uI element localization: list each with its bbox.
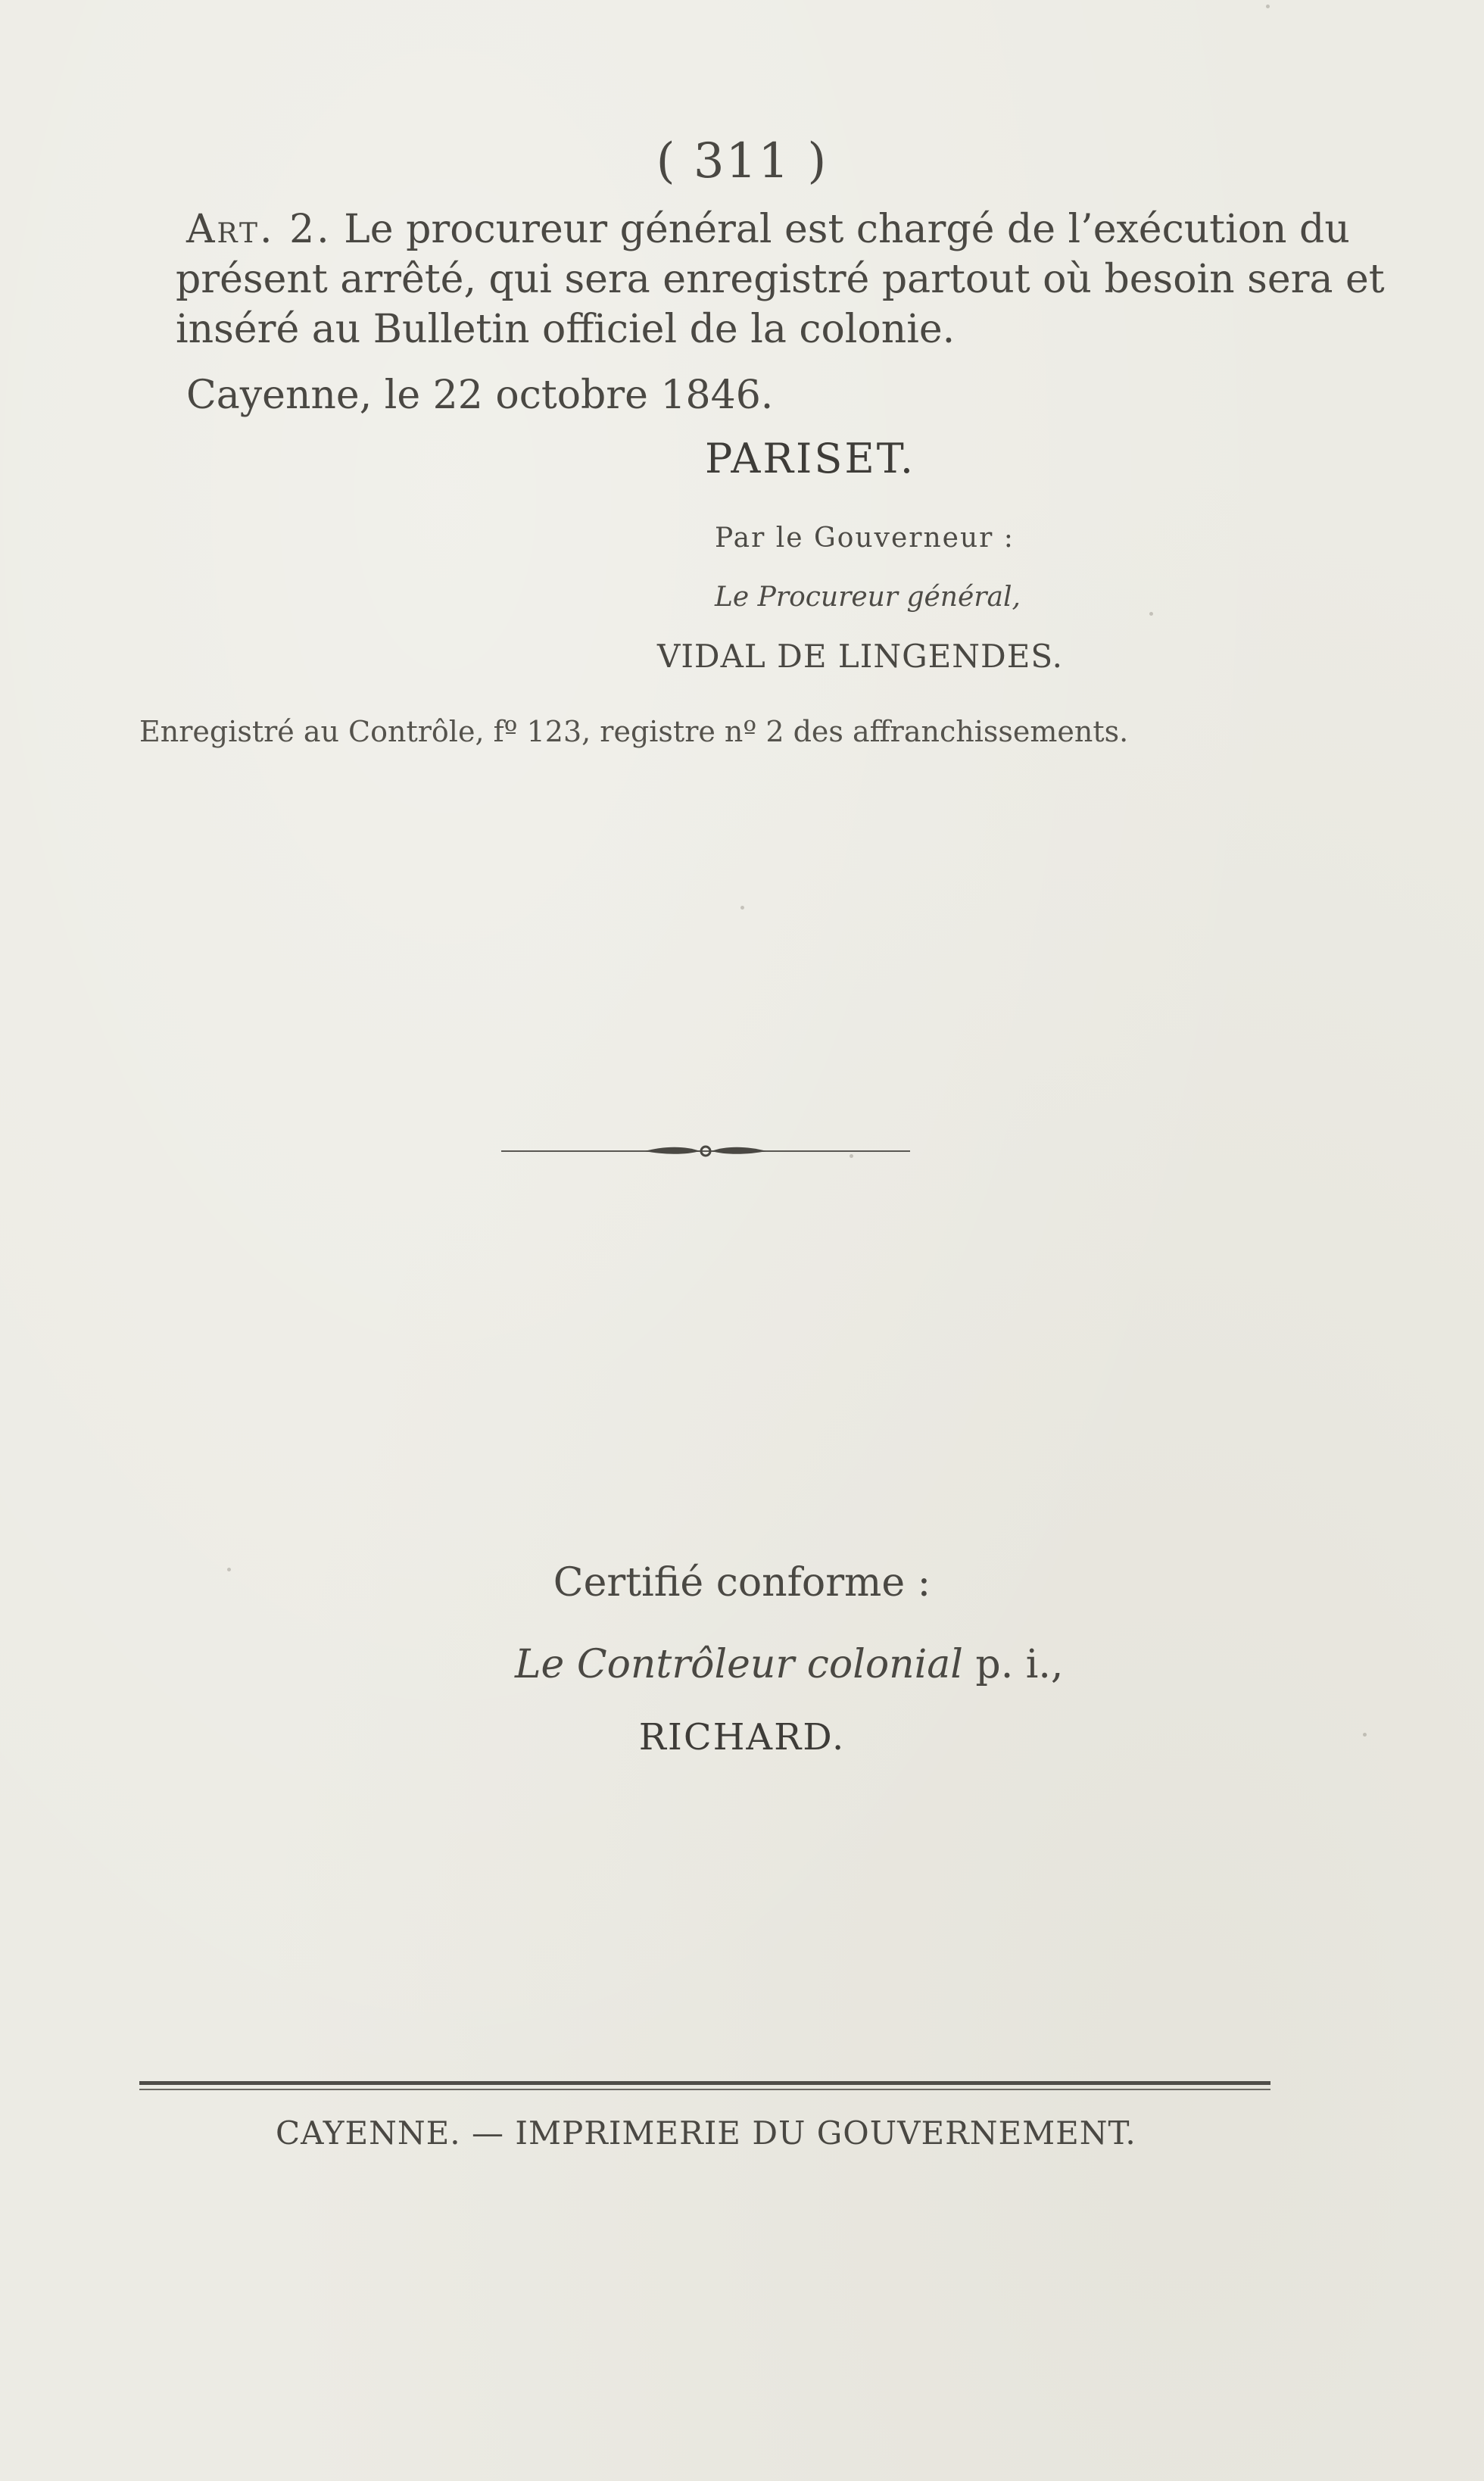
controller-title: Le Contrôleur colonial: [515, 1642, 963, 1687]
certified-conforme: Certifié conforme :: [553, 1560, 931, 1606]
controller-name: RICHARD.: [638, 1716, 846, 1759]
article-line-1: [176, 204, 1350, 254]
printer-imprint: CAYENNE. — IMPRIMERIE DU GOUVERNEMENT.: [276, 2114, 1136, 2152]
article-line-2: présent arrêté, qui sera enregistré partout où besoin sera et: [176, 257, 1385, 302]
fleuron-divider-ornament: [501, 1140, 910, 1162]
procureur-name: VIDAL DE LINGENDES.: [657, 638, 1064, 675]
article-line-3: inséré au Bulletin officiel de la colonie.: [176, 307, 956, 352]
procureur-title: Le Procureur général,: [715, 582, 1021, 613]
footer-rule-thick: [139, 2081, 1270, 2085]
paper-speck: [227, 1568, 231, 1571]
paper-speck: [1266, 5, 1270, 8]
footer-rule-thin: [139, 2089, 1270, 2090]
by-governor-label: Par le Gouverneur :: [715, 523, 1015, 554]
governor-signature: PARISET.: [704, 435, 916, 482]
controller-title-line: [515, 1642, 1063, 1687]
controller-title-suffix: p. i.,: [962, 1642, 1064, 1687]
page-number: ( 311 ): [656, 133, 828, 189]
article-line-1-text: Le procureur général est chargé de l’exécution du: [331, 207, 1350, 252]
paper-speck: [1363, 1733, 1367, 1737]
date-line: Cayenne, le 22 octobre 1846.: [186, 373, 774, 418]
paper-speck: [1149, 612, 1153, 616]
article-paragraph: [176, 204, 1385, 354]
paper-speck: [850, 1154, 853, 1158]
article-label: Art. 2.: [186, 207, 332, 252]
registration-note: Enregistré au Contrôle, fº 123, registre nº 2 des affranchissements.: [139, 715, 1129, 748]
paper-speck: [740, 906, 744, 910]
